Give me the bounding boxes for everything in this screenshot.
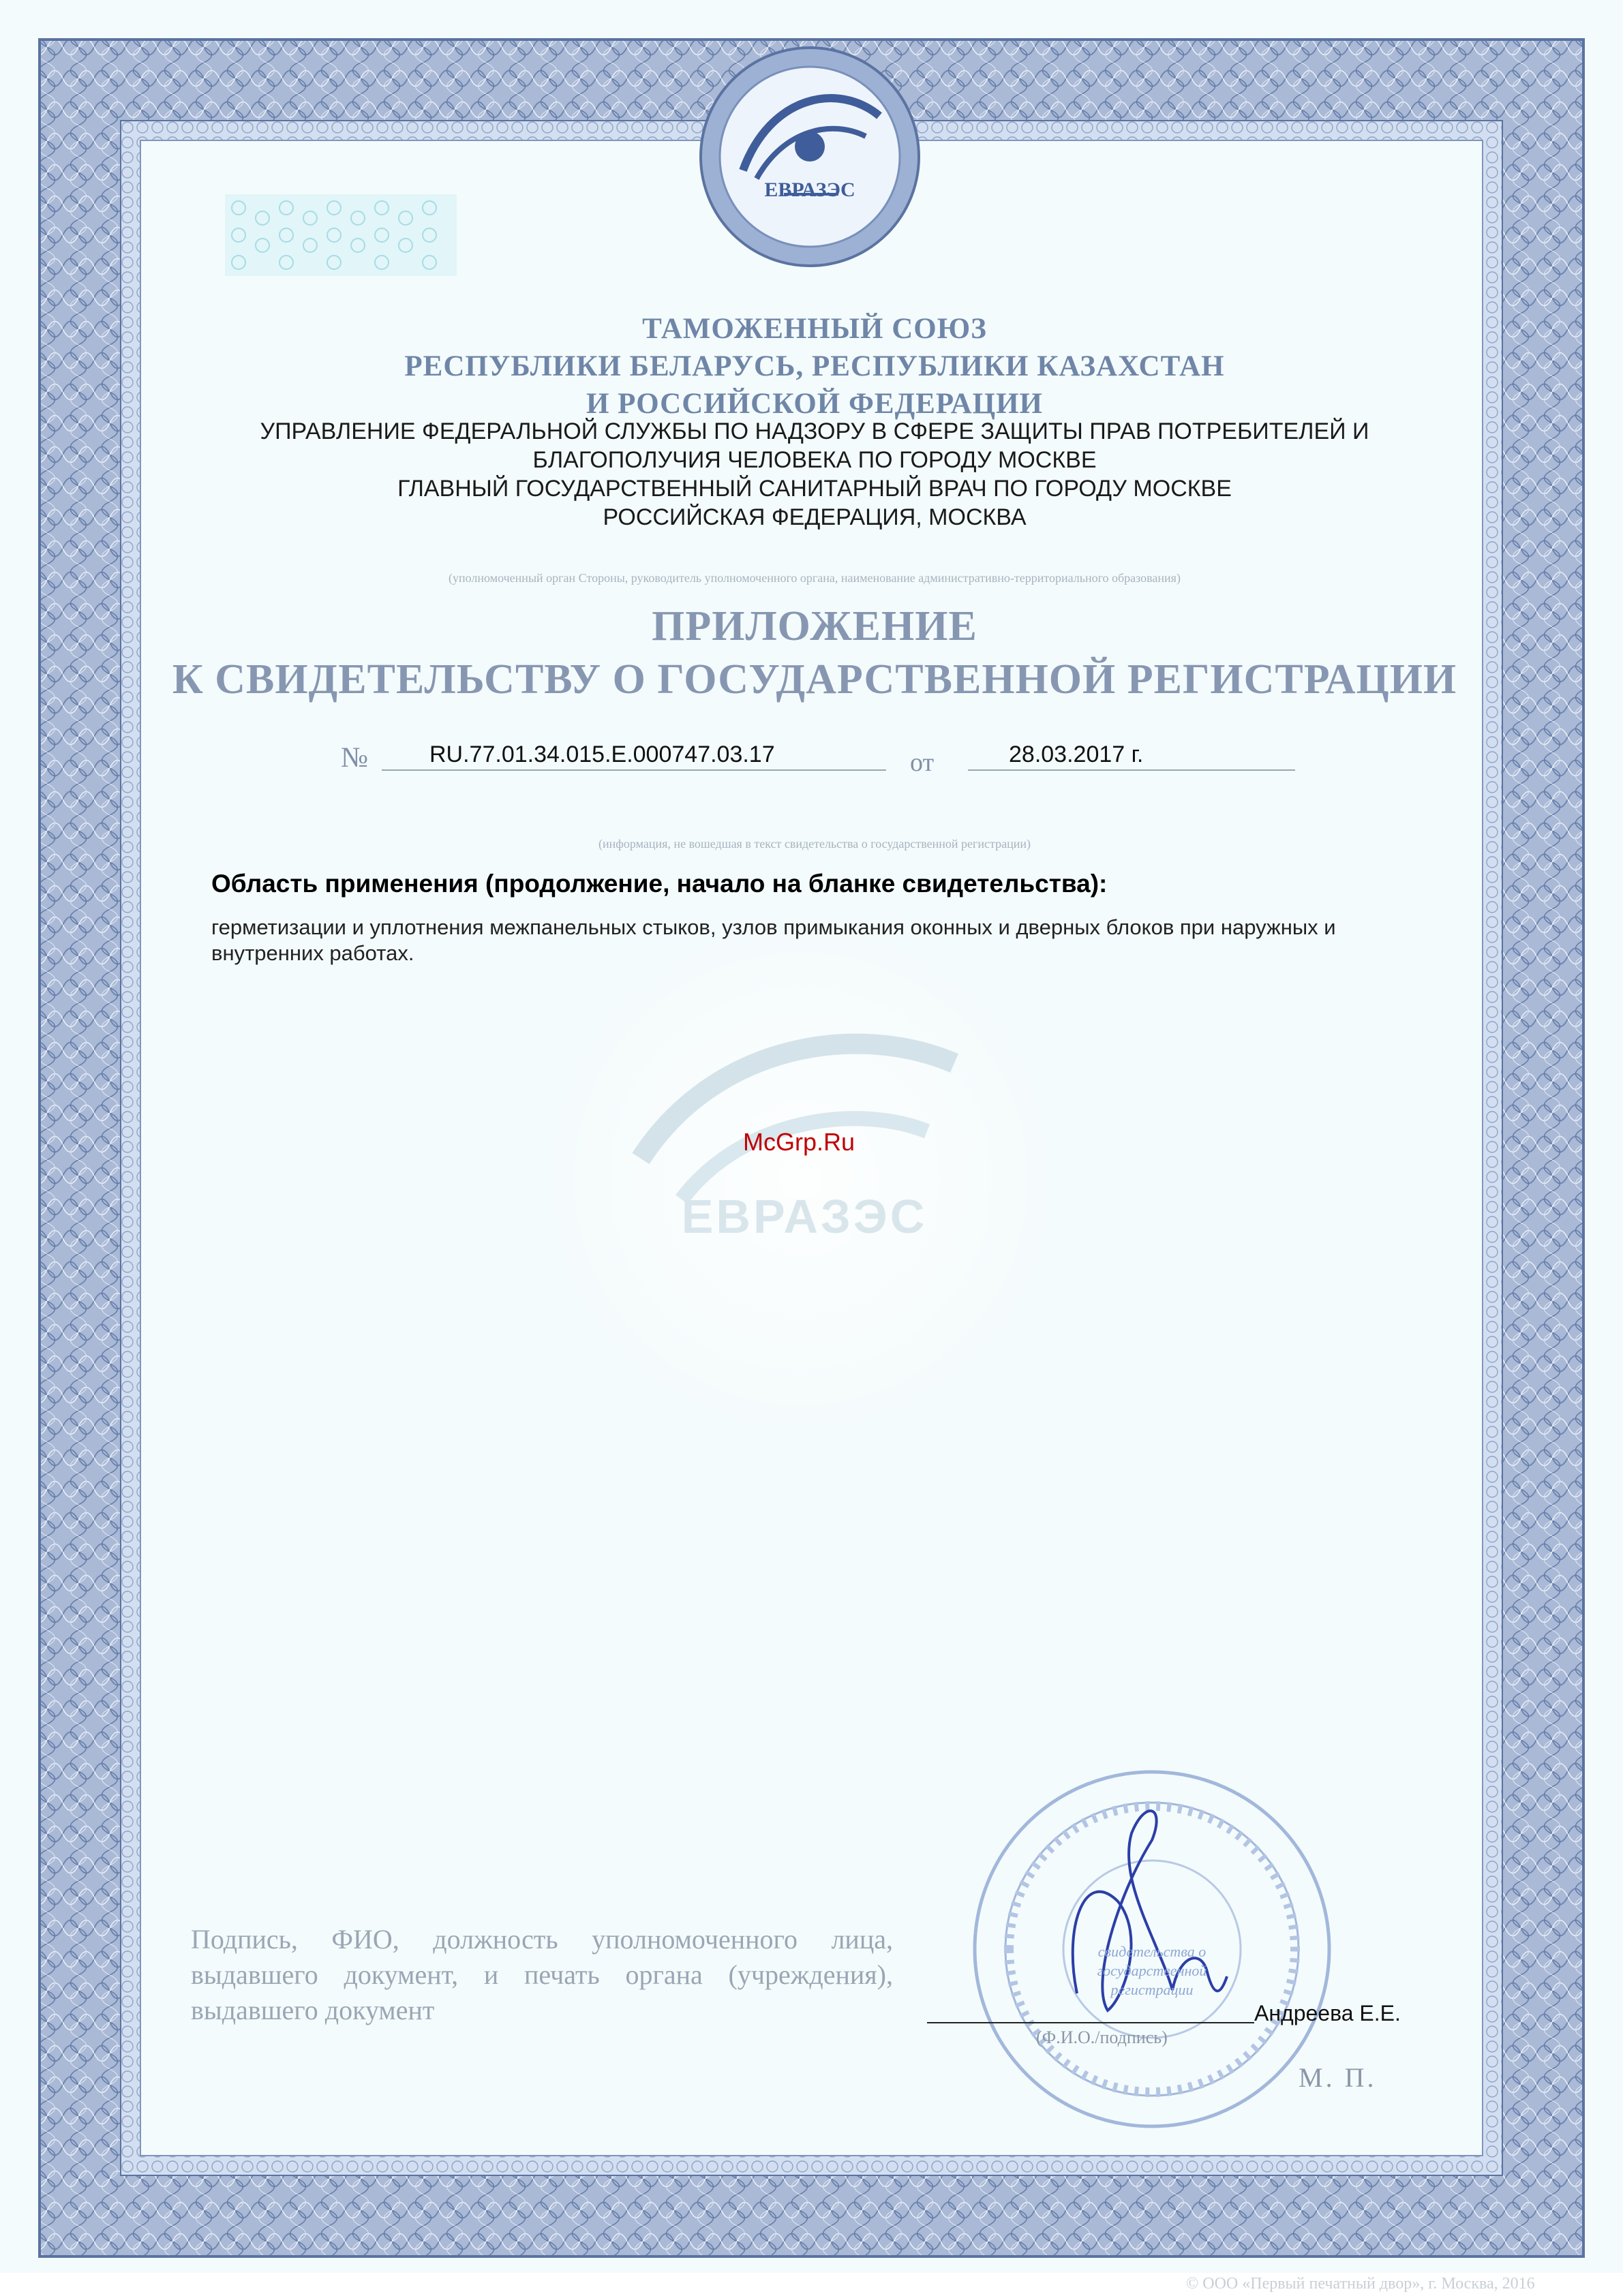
signature-note: Подпись, ФИО, должность уполномоченного лица, выдавшего документ, и печать органа (учреждения), выдавшего документ — [191, 1924, 893, 2025]
authority-line: УПРАВЛЕНИЕ ФЕДЕРАЛЬНОЙ СЛУЖБЫ ПО НАДЗОРУ В СФЕРЕ ЗАЩИТЫ ПРАВ ПОТРЕБИТЕЛЕЙ И — [260, 418, 1369, 444]
security-print — [225, 194, 457, 276]
authority-block — [177, 417, 1452, 532]
printer-imprint: © ООО «Первый печатный двор», г. Москва, 2016 — [1186, 2275, 1535, 2293]
authority-line: БЛАГОПОЛУЧИЯ ЧЕЛОВЕКА ПО ГОРОДУ МОСКВЕ — [532, 447, 1097, 473]
certificate-date: 28.03.2017 г. — [1009, 741, 1144, 767]
union-line: И РОССИЙСКОЙ ФЕДЕРАЦИИ — [586, 388, 1044, 420]
fio-caption: (Ф.И.О./подпись) — [1036, 2027, 1168, 2047]
scope-heading: Область применения (продолжение, начало на бланке свидетельства): — [211, 870, 1108, 898]
date-label: от — [910, 748, 935, 777]
authority-line: ГЛАВНЫЙ ГОСУДАРСТВЕННЫЙ САНИТАРНЫЙ ВРАЧ ПО ГОРОДУ МОСКВЕ — [397, 476, 1232, 502]
signer-name: Андреева Е.Е. — [1254, 2001, 1401, 2025]
certificate-number: RU.77.01.34.015.Е.000747.03.17 — [429, 741, 775, 767]
watermark: McGrp.Ru — [743, 1128, 855, 1156]
stamp-place-label: М. П. — [1299, 2062, 1377, 2093]
authority-caption: (уполномоченный орган Стороны, руководитель уполномоченного органа, наименование административно-территориального образования) — [449, 571, 1181, 585]
title-line-2: К СВИДЕТЕЛЬСТВУ О ГОСУДАРСТВЕННОЙ РЕГИСТРАЦИИ — [172, 656, 1457, 703]
union-line: ТАМОЖЕННЫЙ СОЮЗ — [642, 313, 987, 345]
union-line: РЕСПУБЛИКИ БЕЛАРУСЬ, РЕСПУБЛИКИ КАЗАХСТАН — [404, 350, 1225, 382]
authority-line: РОССИЙСКАЯ ФЕДЕРАЦИЯ, МОСКВА — [603, 504, 1027, 530]
stamp-text: свидетельства о государственной регистрации — [1097, 1943, 1207, 1998]
title-line-1: ПРИЛОЖЕНИЕ — [652, 603, 977, 649]
registration-caption: (информация, не вошедшая в текст свидетельства о государственной регистрации) — [598, 837, 1031, 851]
emblem-text: ЕВРАЗЭС — [764, 179, 855, 201]
number-label: № — [341, 742, 369, 774]
evrazes-emblem — [701, 48, 919, 266]
union-title — [204, 310, 1425, 423]
document-title — [136, 600, 1493, 706]
scope-text: герметизации и уплотнения межпанельных стыков, узлов примыкания оконных и дверных блоков при наружных и внутренних работах. — [211, 915, 1336, 965]
background-emblem-text: ЕВРАЗЭС — [681, 1190, 928, 1243]
